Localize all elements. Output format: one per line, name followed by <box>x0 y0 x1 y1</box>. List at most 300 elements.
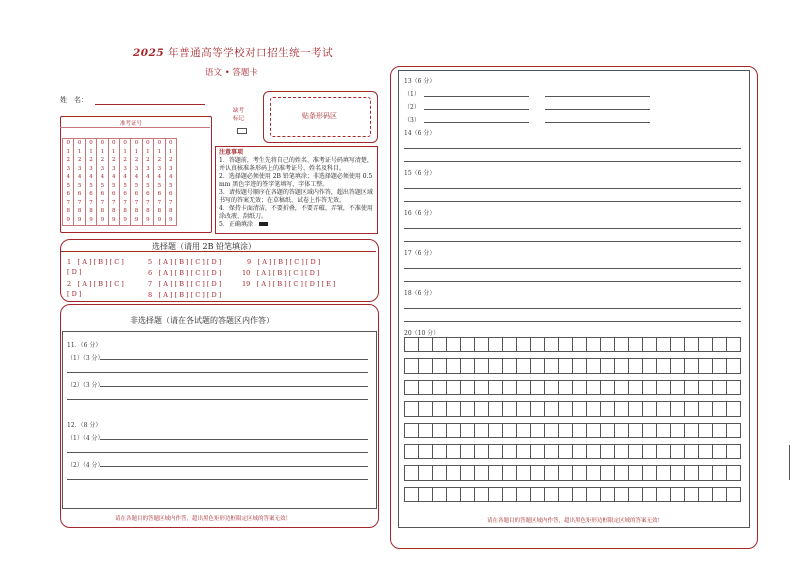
ticket-digit-bubble[interactable]: 9 <box>168 216 173 223</box>
grid-cell[interactable] <box>586 358 601 373</box>
grid-cell[interactable] <box>600 358 615 373</box>
grid-cell[interactable] <box>586 337 601 352</box>
ticket-digit-bubble[interactable]: 2 <box>100 157 105 164</box>
ticket-digit-bubble[interactable]: 2 <box>146 157 150 164</box>
ticket-digit-bubble[interactable]: 4 <box>123 174 127 181</box>
grid-cell[interactable] <box>712 380 727 395</box>
ticket-digit-bubble[interactable]: 6 <box>123 191 127 198</box>
answer-line[interactable] <box>404 268 741 269</box>
mc-row[interactable]: 5 [ A ] [ B ] [ C ] [ D ] <box>148 258 222 266</box>
answer-line[interactable] <box>67 452 368 453</box>
grid-cell[interactable] <box>460 444 475 459</box>
ticket-digit-bubble[interactable]: 6 <box>112 191 116 198</box>
grid-cell[interactable] <box>404 337 419 352</box>
grid-cell[interactable] <box>726 444 741 459</box>
grid-cell[interactable] <box>432 487 447 502</box>
ticket-digit-bubble[interactable]: 6 <box>89 191 93 198</box>
grid-cell[interactable] <box>698 380 713 395</box>
grid-cell[interactable] <box>600 401 615 416</box>
grid-cell[interactable] <box>502 487 517 502</box>
ticket-digit-bubble[interactable]: 7 <box>157 199 162 206</box>
ticket-digit-bubble[interactable]: 6 <box>77 191 82 198</box>
ticket-digit-bubble[interactable]: 0 <box>157 140 162 146</box>
ticket-digit-bubble[interactable]: 6 <box>157 191 162 198</box>
grid-cell[interactable] <box>614 358 629 373</box>
grid-cell[interactable] <box>614 423 629 438</box>
answer-line[interactable] <box>545 96 650 97</box>
mc-row[interactable]: 7 [ A ] [ B ] [ C ] [ D ] <box>148 280 222 288</box>
ticket-digit-bubble[interactable]: 2 <box>123 157 127 164</box>
ticket-digit-bubble[interactable]: 2 <box>66 157 70 164</box>
grid-cell[interactable] <box>404 380 419 395</box>
ticket-digit-column[interactable] <box>154 139 165 226</box>
grid-cell[interactable] <box>558 444 573 459</box>
ticket-digit-bubble[interactable]: 3 <box>112 165 116 172</box>
grid-cell[interactable] <box>530 358 545 373</box>
grid-cell[interactable] <box>572 358 587 373</box>
ticket-digit-bubble[interactable]: 9 <box>89 216 93 223</box>
ticket-digit-bubble[interactable]: 3 <box>100 165 105 172</box>
ticket-digit-column[interactable] <box>142 139 153 226</box>
grid-cell[interactable] <box>488 423 503 438</box>
ticket-digit-bubble[interactable]: 4 <box>168 174 173 181</box>
grid-cell[interactable] <box>558 487 573 502</box>
grid-cell[interactable] <box>404 465 419 480</box>
grid-cell[interactable] <box>404 444 419 459</box>
grid-cell[interactable] <box>404 358 419 373</box>
grid-cell[interactable] <box>628 444 643 459</box>
ticket-digit-bubble[interactable]: 8 <box>100 208 105 215</box>
grid-cell[interactable] <box>544 358 559 373</box>
grid-cell[interactable] <box>698 487 713 502</box>
grid-cell[interactable] <box>460 465 475 480</box>
mc-row[interactable]: 19 [ A ] [ B ] [ C ] [ D ] [ E ] <box>242 280 336 288</box>
grid-cell[interactable] <box>698 444 713 459</box>
ticket-digit-column[interactable] <box>74 139 85 226</box>
ticket-digit-bubble[interactable]: 1 <box>123 148 127 155</box>
grid-cell[interactable] <box>544 401 559 416</box>
grid-cell[interactable] <box>712 444 727 459</box>
grid-cell[interactable] <box>558 401 573 416</box>
grid-cell[interactable] <box>698 465 713 480</box>
grid-cell[interactable] <box>474 444 489 459</box>
grid-cell[interactable] <box>432 444 447 459</box>
ticket-digit-bubble[interactable]: 0 <box>112 140 116 146</box>
grid-cell[interactable] <box>404 423 419 438</box>
ticket-digit-bubble[interactable]: 8 <box>157 208 162 215</box>
ticket-digit-bubble[interactable]: 2 <box>77 157 82 164</box>
mc-row[interactable]: [ D ] <box>67 268 82 276</box>
grid-cell[interactable] <box>684 423 699 438</box>
grid-cell[interactable] <box>418 487 433 502</box>
grid-cell[interactable] <box>488 380 503 395</box>
mc-row[interactable]: 8 [ A ] [ B ] [ C ] [ D ] <box>148 291 222 299</box>
grid-cell[interactable] <box>418 444 433 459</box>
ticket-digit-bubble[interactable]: 6 <box>66 191 70 198</box>
ticket-digit-bubble[interactable]: 0 <box>134 140 139 146</box>
grid-cell[interactable] <box>432 337 447 352</box>
ticket-digit-bubble[interactable]: 5 <box>134 182 139 189</box>
grid-cell[interactable] <box>516 487 531 502</box>
grid-cell[interactable] <box>698 401 713 416</box>
ticket-digit-bubble[interactable]: 7 <box>168 199 173 206</box>
grid-cell[interactable] <box>530 423 545 438</box>
grid-cell[interactable] <box>460 423 475 438</box>
grid-cell[interactable] <box>516 444 531 459</box>
ticket-digit-bubble[interactable]: 9 <box>112 216 116 223</box>
grid-cell[interactable] <box>572 487 587 502</box>
grid-cell[interactable] <box>544 380 559 395</box>
answer-line[interactable] <box>424 96 529 97</box>
ticket-digit-bubble[interactable]: 6 <box>100 191 105 198</box>
ticket-digit-bubble[interactable]: 3 <box>157 165 162 172</box>
grid-cell[interactable] <box>684 465 699 480</box>
ticket-digit-bubble[interactable]: 5 <box>146 182 150 189</box>
grid-cell[interactable] <box>600 380 615 395</box>
grid-cell[interactable] <box>656 465 671 480</box>
grid-cell[interactable] <box>656 380 671 395</box>
ticket-digit-bubble[interactable]: 8 <box>66 208 70 215</box>
grid-cell[interactable] <box>642 465 657 480</box>
grid-cell[interactable] <box>726 465 741 480</box>
grid-cell[interactable] <box>684 487 699 502</box>
grid-cell[interactable] <box>614 487 629 502</box>
ticket-digit-bubble[interactable]: 5 <box>168 182 173 189</box>
ticket-digit-bubble[interactable]: 5 <box>77 182 82 189</box>
grid-cell[interactable] <box>530 444 545 459</box>
grid-cell[interactable] <box>712 337 727 352</box>
grid-cell[interactable] <box>586 444 601 459</box>
grid-cell[interactable] <box>516 423 531 438</box>
grid-cell[interactable] <box>642 337 657 352</box>
answer-line[interactable] <box>404 201 741 202</box>
answer-line[interactable] <box>424 122 529 123</box>
grid-cell[interactable] <box>432 380 447 395</box>
ticket-digit-bubble[interactable]: 0 <box>123 140 127 146</box>
ticket-digit-bubble[interactable]: 1 <box>157 148 162 155</box>
grid-cell[interactable] <box>614 444 629 459</box>
ticket-digit-bubble[interactable]: 8 <box>146 208 150 215</box>
ticket-digit-bubble[interactable]: 4 <box>112 174 116 181</box>
answer-line[interactable] <box>404 321 741 322</box>
grid-cell[interactable] <box>614 465 629 480</box>
grid-cell[interactable] <box>586 465 601 480</box>
grid-cell[interactable] <box>684 358 699 373</box>
grid-cell[interactable] <box>432 401 447 416</box>
grid-cell[interactable] <box>670 337 685 352</box>
grid-cell[interactable] <box>684 401 699 416</box>
grid-cell[interactable] <box>628 401 643 416</box>
ticket-digit-bubble[interactable]: 8 <box>123 208 127 215</box>
ticket-digit-bubble[interactable]: 5 <box>123 182 127 189</box>
ticket-digit-bubble[interactable]: 7 <box>134 199 139 206</box>
grid-cell[interactable] <box>446 444 461 459</box>
grid-cell[interactable] <box>488 337 503 352</box>
grid-cell[interactable] <box>656 337 671 352</box>
grid-cell[interactable] <box>712 358 727 373</box>
mc-row[interactable]: 9 [ A ] [ B ] [ C ] [ D ] <box>247 258 321 266</box>
ticket-digit-bubble[interactable]: 3 <box>66 165 70 172</box>
grid-cell[interactable] <box>404 401 419 416</box>
grid-cell[interactable] <box>446 337 461 352</box>
answer-line[interactable] <box>100 466 368 467</box>
grid-cell[interactable] <box>614 337 629 352</box>
answer-line[interactable] <box>404 188 741 189</box>
grid-cell[interactable] <box>530 337 545 352</box>
ticket-digit-bubble[interactable]: 1 <box>168 148 173 155</box>
ticket-digit-bubble[interactable]: 1 <box>77 148 82 155</box>
ticket-digit-bubble[interactable]: 0 <box>100 140 105 146</box>
ticket-digit-bubble[interactable]: 8 <box>134 208 139 215</box>
grid-cell[interactable] <box>656 401 671 416</box>
grid-cell[interactable] <box>502 401 517 416</box>
grid-cell[interactable] <box>572 423 587 438</box>
answer-line[interactable] <box>100 439 368 440</box>
grid-cell[interactable] <box>474 358 489 373</box>
absent-mark-box[interactable] <box>237 128 247 134</box>
grid-cell[interactable] <box>544 423 559 438</box>
answer-line[interactable] <box>545 109 650 110</box>
grid-cell[interactable] <box>558 358 573 373</box>
grid-cell[interactable] <box>586 423 601 438</box>
ticket-digit-bubble[interactable]: 4 <box>157 174 162 181</box>
mc-row[interactable]: 6 [ A ] [ B ] [ C ] [ D ] <box>148 269 222 277</box>
grid-cell[interactable] <box>642 358 657 373</box>
grid-cell[interactable] <box>628 423 643 438</box>
grid-cell[interactable] <box>460 487 475 502</box>
grid-cell[interactable] <box>670 380 685 395</box>
mc-row[interactable]: 1 [ A ] [ B ] [ C ] <box>67 258 124 266</box>
grid-cell[interactable] <box>446 487 461 502</box>
ticket-digit-bubble[interactable]: 1 <box>112 148 116 155</box>
ticket-digit-column[interactable] <box>165 139 176 226</box>
grid-cell[interactable] <box>600 337 615 352</box>
grid-cell[interactable] <box>572 444 587 459</box>
answer-line[interactable] <box>424 109 529 110</box>
grid-cell[interactable] <box>516 337 531 352</box>
grid-cell[interactable] <box>474 337 489 352</box>
grid-cell[interactable] <box>726 337 741 352</box>
grid-cell[interactable] <box>474 423 489 438</box>
answer-line[interactable] <box>67 399 368 400</box>
answer-line[interactable] <box>100 386 368 387</box>
ticket-digit-bubble[interactable]: 3 <box>123 165 127 172</box>
grid-cell[interactable] <box>642 444 657 459</box>
ticket-digit-bubble[interactable]: 8 <box>168 208 173 215</box>
ticket-bubble-grid[interactable] <box>62 138 177 226</box>
ticket-digit-bubble[interactable]: 5 <box>157 182 162 189</box>
ticket-digit-bubble[interactable]: 7 <box>146 199 150 206</box>
ticket-digit-bubble[interactable]: 8 <box>89 208 93 215</box>
ticket-digit-bubble[interactable]: 7 <box>112 199 116 206</box>
grid-cell[interactable] <box>418 423 433 438</box>
grid-cell[interactable] <box>572 465 587 480</box>
grid-cell[interactable] <box>488 465 503 480</box>
ticket-digit-bubble[interactable]: 0 <box>77 140 82 146</box>
grid-cell[interactable] <box>544 487 559 502</box>
answer-line[interactable] <box>404 308 741 309</box>
ticket-digit-bubble[interactable]: 6 <box>146 191 150 198</box>
grid-cell[interactable] <box>712 465 727 480</box>
grid-cell[interactable] <box>572 337 587 352</box>
answer-line[interactable] <box>100 359 368 360</box>
grid-cell[interactable] <box>460 380 475 395</box>
grid-cell[interactable] <box>642 380 657 395</box>
grid-cell[interactable] <box>544 444 559 459</box>
grid-cell[interactable] <box>558 465 573 480</box>
ticket-digit-bubble[interactable]: 1 <box>146 148 150 155</box>
grid-cell[interactable] <box>586 401 601 416</box>
grid-cell[interactable] <box>418 380 433 395</box>
ticket-digit-bubble[interactable]: 8 <box>77 208 82 215</box>
ticket-digit-bubble[interactable]: 1 <box>66 148 70 155</box>
grid-cell[interactable] <box>418 337 433 352</box>
ticket-digit-bubble[interactable]: 5 <box>100 182 105 189</box>
ticket-digit-bubble[interactable]: 0 <box>146 140 150 146</box>
ticket-digit-bubble[interactable]: 9 <box>66 216 70 223</box>
grid-cell[interactable] <box>600 423 615 438</box>
ticket-digit-bubble[interactable]: 7 <box>77 199 82 206</box>
ticket-digit-bubble[interactable]: 2 <box>112 157 116 164</box>
grid-cell[interactable] <box>684 380 699 395</box>
answer-line[interactable] <box>404 148 741 149</box>
grid-cell[interactable] <box>600 444 615 459</box>
answer-line[interactable] <box>545 122 650 123</box>
ticket-digit-bubble[interactable]: 0 <box>66 140 70 146</box>
ticket-digit-bubble[interactable]: 4 <box>66 174 70 181</box>
grid-cell[interactable] <box>488 487 503 502</box>
grid-cell[interactable] <box>670 358 685 373</box>
grid-cell[interactable] <box>712 487 727 502</box>
name-input-line[interactable] <box>95 104 205 105</box>
grid-cell[interactable] <box>530 401 545 416</box>
ticket-digit-bubble[interactable]: 1 <box>100 148 105 155</box>
grid-cell[interactable] <box>418 358 433 373</box>
ticket-digit-bubble[interactable]: 6 <box>134 191 139 198</box>
ticket-digit-bubble[interactable]: 8 <box>112 208 116 215</box>
grid-cell[interactable] <box>502 337 517 352</box>
grid-cell[interactable] <box>502 358 517 373</box>
grid-cell[interactable] <box>726 358 741 373</box>
grid-cell[interactable] <box>670 423 685 438</box>
ticket-digit-bubble[interactable]: 7 <box>66 199 70 206</box>
ticket-digit-column[interactable] <box>85 139 96 226</box>
ticket-digit-bubble[interactable]: 9 <box>100 216 105 223</box>
ticket-digit-bubble[interactable]: 7 <box>100 199 105 206</box>
ticket-digit-bubble[interactable]: 2 <box>89 157 93 164</box>
grid-cell[interactable] <box>516 465 531 480</box>
ticket-digit-bubble[interactable]: 3 <box>134 165 139 172</box>
grid-cell[interactable] <box>474 487 489 502</box>
grid-cell[interactable] <box>516 401 531 416</box>
grid-cell[interactable] <box>712 423 727 438</box>
grid-cell[interactable] <box>628 358 643 373</box>
ticket-digit-bubble[interactable]: 3 <box>77 165 82 172</box>
ticket-digit-bubble[interactable]: 7 <box>89 199 93 206</box>
grid-cell[interactable] <box>530 487 545 502</box>
ticket-digit-column[interactable] <box>63 139 74 226</box>
answer-line[interactable] <box>404 228 741 229</box>
ticket-digit-bubble[interactable]: 0 <box>168 140 173 146</box>
grid-cell[interactable] <box>446 423 461 438</box>
ticket-digit-bubble[interactable]: 2 <box>157 157 162 164</box>
composition-grid[interactable] <box>404 337 740 508</box>
ticket-digit-bubble[interactable]: 9 <box>134 216 139 223</box>
grid-cell[interactable] <box>418 465 433 480</box>
grid-cell[interactable] <box>712 401 727 416</box>
ticket-digit-bubble[interactable]: 6 <box>168 191 173 198</box>
grid-cell[interactable] <box>670 444 685 459</box>
grid-cell[interactable] <box>726 401 741 416</box>
ticket-digit-bubble[interactable]: 2 <box>168 157 173 164</box>
answer-line[interactable] <box>404 241 741 242</box>
grid-cell[interactable] <box>628 337 643 352</box>
answer-line[interactable] <box>67 372 368 373</box>
grid-cell[interactable] <box>642 401 657 416</box>
ticket-digit-bubble[interactable]: 4 <box>134 174 139 181</box>
ticket-digit-column[interactable] <box>119 139 130 226</box>
mc-row[interactable]: 2 [ A ] [ B ] [ C ] <box>67 280 124 288</box>
grid-cell[interactable] <box>502 380 517 395</box>
grid-cell[interactable] <box>544 465 559 480</box>
ticket-digit-bubble[interactable]: 7 <box>123 199 127 206</box>
grid-cell[interactable] <box>684 337 699 352</box>
ticket-digit-column[interactable] <box>131 139 142 226</box>
ticket-digit-column[interactable] <box>97 139 108 226</box>
grid-cell[interactable] <box>698 337 713 352</box>
grid-cell[interactable] <box>404 487 419 502</box>
grid-cell[interactable] <box>530 465 545 480</box>
grid-cell[interactable] <box>726 423 741 438</box>
grid-cell[interactable] <box>460 358 475 373</box>
ticket-digit-bubble[interactable]: 4 <box>100 174 105 181</box>
ticket-digit-bubble[interactable]: 3 <box>146 165 150 172</box>
grid-cell[interactable] <box>642 423 657 438</box>
grid-cell[interactable] <box>460 401 475 416</box>
grid-cell[interactable] <box>432 465 447 480</box>
grid-cell[interactable] <box>432 358 447 373</box>
grid-cell[interactable] <box>488 401 503 416</box>
grid-cell[interactable] <box>558 423 573 438</box>
answer-line[interactable] <box>67 479 368 480</box>
grid-cell[interactable] <box>600 487 615 502</box>
ticket-digit-bubble[interactable]: 0 <box>89 140 93 146</box>
ticket-digit-bubble[interactable]: 5 <box>112 182 116 189</box>
grid-cell[interactable] <box>684 444 699 459</box>
ticket-digit-bubble[interactable]: 3 <box>168 165 173 172</box>
ticket-digit-bubble[interactable]: 2 <box>134 157 139 164</box>
grid-cell[interactable] <box>698 423 713 438</box>
grid-cell[interactable] <box>726 487 741 502</box>
grid-cell[interactable] <box>516 380 531 395</box>
mc-row[interactable]: 10 [ A ] [ B ] [ C ] [ D ] <box>242 269 320 277</box>
grid-cell[interactable] <box>474 380 489 395</box>
grid-cell[interactable] <box>572 380 587 395</box>
grid-cell[interactable] <box>656 487 671 502</box>
ticket-write-cells[interactable] <box>61 128 209 137</box>
ticket-digit-bubble[interactable]: 5 <box>89 182 93 189</box>
ticket-digit-bubble[interactable]: 5 <box>66 182 70 189</box>
ticket-digit-bubble[interactable]: 1 <box>134 148 139 155</box>
grid-cell[interactable] <box>502 465 517 480</box>
grid-cell[interactable] <box>460 337 475 352</box>
grid-cell[interactable] <box>586 380 601 395</box>
grid-cell[interactable] <box>418 401 433 416</box>
ticket-digit-bubble[interactable]: 9 <box>157 216 162 223</box>
grid-cell[interactable] <box>656 423 671 438</box>
grid-cell[interactable] <box>502 444 517 459</box>
grid-cell[interactable] <box>642 487 657 502</box>
